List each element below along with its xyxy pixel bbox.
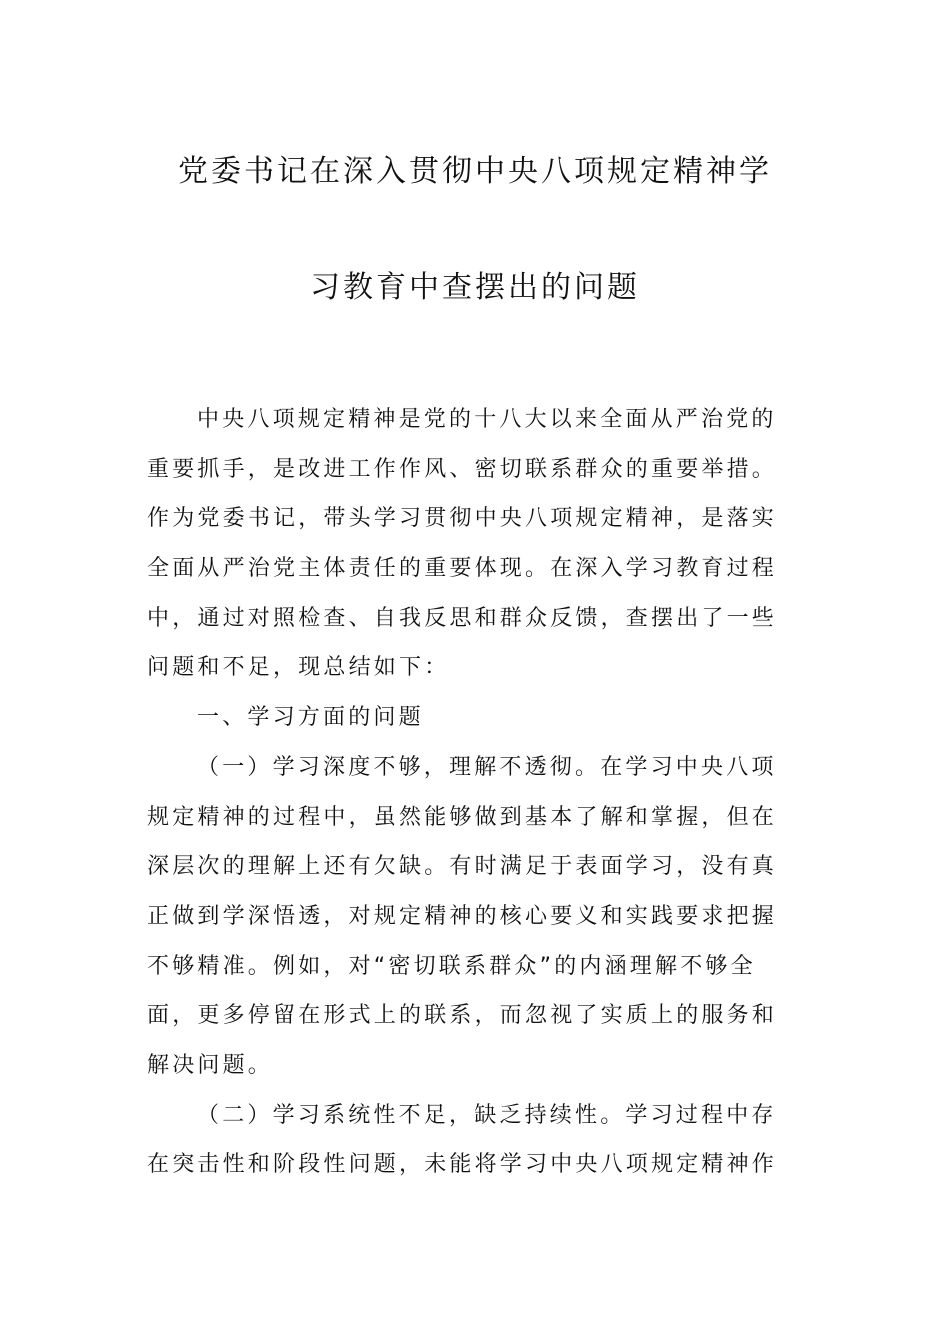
item-1-paragraph-line: 不够精准。例如，对“密切联系群众”的内涵理解不够全 [147, 953, 756, 979]
intro-paragraph-line: 重要抓手，是改进工作作风、密切联系群众的重要举措。 [147, 456, 778, 482]
item-1-paragraph-line: （一）学习深度不够，理解不透彻。在学习中央八项 [197, 754, 777, 780]
item-1-paragraph-line: 规定精神的过程中，虽然能够做到基本了解和掌握，但在 [147, 804, 778, 830]
intro-paragraph-line: 问题和不足，现总结如下： [147, 655, 450, 681]
intro-paragraph-line: 作为党委书记，带头学习贯彻中央八项规定精神，是落实 [147, 506, 778, 532]
section-heading-study-issues: 一、学习方面的问题 [197, 705, 424, 731]
item-2-paragraph-line: （二）学习系统性不足，缺乏持续性。学习过程中存 [197, 1102, 777, 1128]
item-2-paragraph-line: 在突击性和阶段性问题，未能将学习中央八项规定精神作 [147, 1152, 778, 1178]
document-title-line-2: 习教育中查摆出的问题 [310, 270, 640, 305]
item-1-paragraph-line: 解决问题。 [147, 1052, 274, 1078]
item-1-paragraph-line: 面，更多停留在形式上的联系，而忽视了实质上的服务和 [147, 1003, 778, 1029]
item-1-paragraph-line: 正做到学深悟透，对规定精神的核心要义和实践要求把握 [147, 903, 778, 929]
item-1-paragraph-line: 深层次的理解上还有欠缺。有时满足于表面学习，没有真 [147, 854, 778, 880]
intro-paragraph-line: 中，通过对照检查、自我反思和群众反馈，查摆出了一些 [147, 605, 778, 631]
intro-paragraph-line: 全面从严治党主体责任的重要体现。在深入学习教育过程 [147, 556, 778, 582]
document-body [147, 400, 807, 1195]
intro-paragraph-line: 中央八项规定精神是党的十八大以来全面从严治党的 [197, 407, 777, 432]
document-title-line-1: 党委书记在深入贯彻中央八项规定精神学 [178, 154, 772, 189]
